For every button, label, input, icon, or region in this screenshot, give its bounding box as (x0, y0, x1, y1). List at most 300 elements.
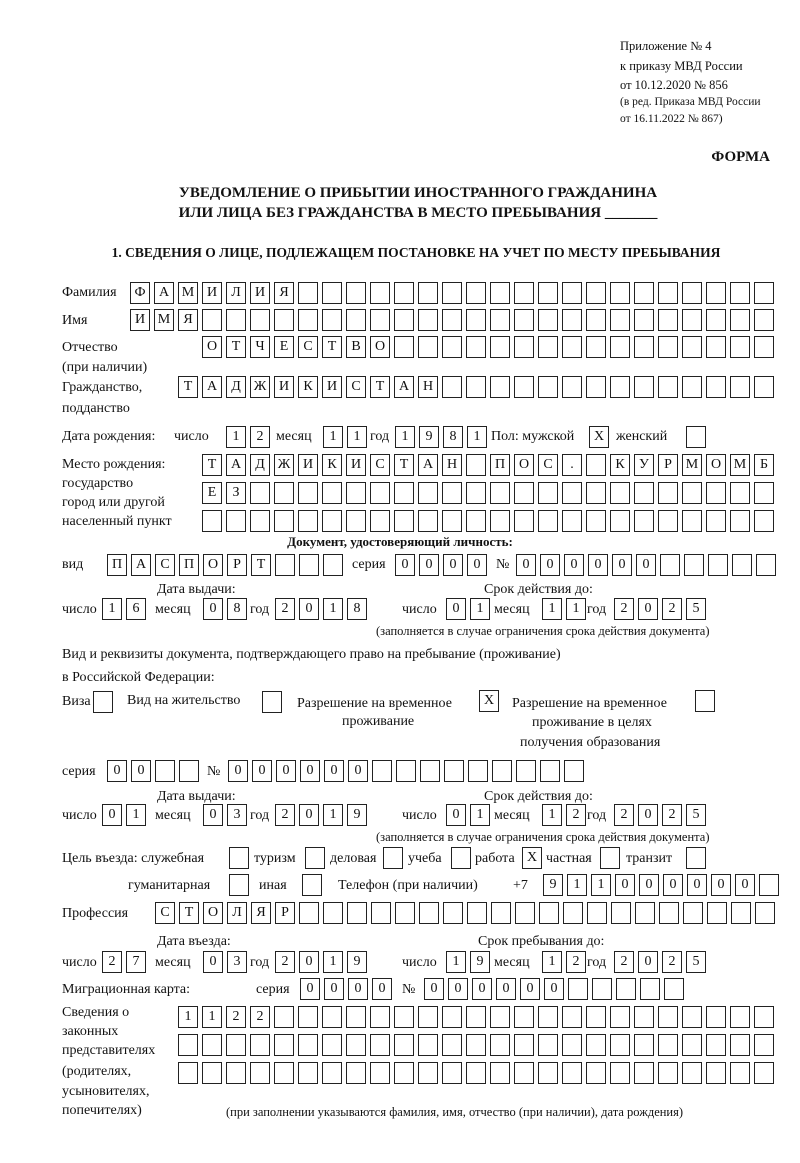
char-box[interactable] (610, 309, 630, 331)
char-box[interactable] (322, 309, 342, 331)
char-box[interactable]: 1 (347, 426, 367, 448)
char-box[interactable]: 2 (275, 951, 295, 973)
char-box[interactable] (562, 482, 582, 504)
char-box[interactable] (658, 1034, 678, 1056)
char-box[interactable]: И (346, 454, 366, 476)
char-box[interactable] (586, 1062, 606, 1084)
char-box[interactable]: 1 (566, 598, 586, 620)
char-box[interactable]: 2 (662, 804, 682, 826)
char-box[interactable] (418, 1034, 438, 1056)
char-box[interactable] (298, 309, 318, 331)
char-box[interactable]: Т (251, 554, 271, 576)
char-box[interactable]: 0 (300, 760, 320, 782)
char-box[interactable] (538, 376, 558, 398)
char-box[interactable] (370, 1006, 390, 1028)
char-box[interactable]: 8 (227, 598, 247, 620)
char-box[interactable] (586, 482, 606, 504)
char-box[interactable] (442, 376, 462, 398)
char-box[interactable]: 0 (299, 598, 319, 620)
char-box[interactable] (754, 1062, 774, 1084)
char-box[interactable]: 2 (662, 951, 682, 973)
char-box[interactable]: 0 (663, 874, 683, 896)
char-box[interactable]: О (203, 902, 223, 924)
char-box[interactable] (322, 1034, 342, 1056)
char-box[interactable] (394, 1062, 414, 1084)
char-box[interactable]: 1 (446, 951, 466, 973)
char-box[interactable] (467, 902, 487, 924)
char-box[interactable] (730, 482, 750, 504)
char-box[interactable] (250, 309, 270, 331)
char-box[interactable] (250, 482, 270, 504)
char-box[interactable] (298, 1034, 318, 1056)
char-box[interactable]: 2 (275, 804, 295, 826)
char-box[interactable]: Е (202, 482, 222, 504)
char-box[interactable] (706, 482, 726, 504)
char-box[interactable]: П (179, 554, 199, 576)
char-box[interactable]: 2 (566, 804, 586, 826)
char-box[interactable]: И (250, 282, 270, 304)
char-box[interactable] (346, 309, 366, 331)
char-box[interactable]: 2 (275, 598, 295, 620)
char-box[interactable]: 0 (107, 760, 127, 782)
char-box[interactable] (754, 510, 774, 532)
char-box[interactable] (298, 482, 318, 504)
char-box[interactable] (394, 1034, 414, 1056)
char-box[interactable] (442, 1006, 462, 1028)
char-box[interactable] (756, 554, 776, 576)
char-box[interactable] (640, 978, 660, 1000)
checkbox[interactable]: X (589, 426, 609, 448)
char-box[interactable]: М (682, 454, 702, 476)
char-box[interactable]: 0 (446, 804, 466, 826)
checkbox[interactable] (451, 847, 471, 869)
char-box[interactable]: 1 (470, 598, 490, 620)
char-box[interactable] (562, 1006, 582, 1028)
char-box[interactable] (564, 760, 584, 782)
char-box[interactable]: С (298, 336, 318, 358)
char-box[interactable] (610, 1062, 630, 1084)
char-box[interactable]: Е (274, 336, 294, 358)
char-box[interactable]: А (394, 376, 414, 398)
char-box[interactable] (754, 482, 774, 504)
char-box[interactable] (418, 482, 438, 504)
char-box[interactable]: 0 (131, 760, 151, 782)
char-box[interactable] (684, 554, 704, 576)
char-box[interactable] (466, 1006, 486, 1028)
char-box[interactable] (155, 760, 175, 782)
char-box[interactable]: 0 (299, 951, 319, 973)
char-box[interactable] (514, 1034, 534, 1056)
char-box[interactable]: А (226, 454, 246, 476)
char-box[interactable] (442, 1034, 462, 1056)
char-box[interactable] (514, 282, 534, 304)
checkbox[interactable] (600, 847, 620, 869)
char-box[interactable]: 1 (542, 804, 562, 826)
char-box[interactable] (707, 902, 727, 924)
char-box[interactable] (538, 1062, 558, 1084)
char-box[interactable] (568, 978, 588, 1000)
char-box[interactable] (372, 760, 392, 782)
char-box[interactable] (683, 902, 703, 924)
char-box[interactable] (347, 902, 367, 924)
checkbox[interactable] (262, 691, 282, 713)
checkbox[interactable] (302, 874, 322, 896)
char-box[interactable] (323, 554, 343, 576)
char-box[interactable] (634, 482, 654, 504)
char-box[interactable]: 0 (348, 978, 368, 1000)
char-box[interactable] (346, 1034, 366, 1056)
char-box[interactable] (634, 510, 654, 532)
char-box[interactable] (466, 1062, 486, 1084)
char-box[interactable] (443, 902, 463, 924)
char-box[interactable]: 1 (323, 598, 343, 620)
char-box[interactable]: Б (754, 454, 774, 476)
char-box[interactable] (538, 510, 558, 532)
char-box[interactable] (395, 902, 415, 924)
char-box[interactable] (299, 554, 319, 576)
char-box[interactable] (634, 1006, 654, 1028)
char-box[interactable] (394, 336, 414, 358)
char-box[interactable]: 2 (250, 1006, 270, 1028)
checkbox[interactable] (686, 426, 706, 448)
char-box[interactable] (610, 336, 630, 358)
char-box[interactable]: 0 (612, 554, 632, 576)
char-box[interactable]: О (706, 454, 726, 476)
char-box[interactable] (514, 1062, 534, 1084)
char-box[interactable]: Р (658, 454, 678, 476)
char-box[interactable]: 0 (448, 978, 468, 1000)
char-box[interactable] (394, 282, 414, 304)
char-box[interactable] (346, 1006, 366, 1028)
char-box[interactable] (539, 902, 559, 924)
char-box[interactable]: 1 (226, 426, 246, 448)
char-box[interactable]: Т (394, 454, 414, 476)
char-box[interactable]: Л (226, 282, 246, 304)
char-box[interactable]: 0 (228, 760, 248, 782)
char-box[interactable]: Т (322, 336, 342, 358)
char-box[interactable]: 0 (467, 554, 487, 576)
char-box[interactable]: 0 (348, 760, 368, 782)
char-box[interactable]: К (298, 376, 318, 398)
char-box[interactable] (418, 1006, 438, 1028)
char-box[interactable] (730, 282, 750, 304)
char-box[interactable]: 0 (419, 554, 439, 576)
char-box[interactable] (370, 1034, 390, 1056)
char-box[interactable] (490, 482, 510, 504)
char-box[interactable]: 0 (638, 804, 658, 826)
char-box[interactable]: О (203, 554, 223, 576)
char-box[interactable] (706, 376, 726, 398)
char-box[interactable] (538, 1034, 558, 1056)
char-box[interactable] (442, 1062, 462, 1084)
char-box[interactable] (586, 1034, 606, 1056)
char-box[interactable]: 0 (564, 554, 584, 576)
char-box[interactable] (730, 336, 750, 358)
char-box[interactable] (682, 282, 702, 304)
char-box[interactable]: 1 (126, 804, 146, 826)
char-box[interactable] (682, 510, 702, 532)
char-box[interactable]: 7 (126, 951, 146, 973)
char-box[interactable]: 0 (638, 951, 658, 973)
char-box[interactable]: С (346, 376, 366, 398)
char-box[interactable] (635, 902, 655, 924)
char-box[interactable] (755, 902, 775, 924)
char-box[interactable] (759, 874, 779, 896)
char-box[interactable] (586, 454, 606, 476)
char-box[interactable]: 0 (636, 554, 656, 576)
char-box[interactable] (682, 1006, 702, 1028)
char-box[interactable]: О (202, 336, 222, 358)
char-box[interactable]: 0 (203, 598, 223, 620)
char-box[interactable] (202, 510, 222, 532)
char-box[interactable] (442, 309, 462, 331)
char-box[interactable]: 2 (566, 951, 586, 973)
char-box[interactable] (275, 554, 295, 576)
char-box[interactable] (610, 1006, 630, 1028)
char-box[interactable] (444, 760, 464, 782)
char-box[interactable] (634, 282, 654, 304)
char-box[interactable]: 0 (544, 978, 564, 1000)
char-box[interactable] (370, 482, 390, 504)
char-box[interactable] (682, 1062, 702, 1084)
checkbox[interactable] (383, 847, 403, 869)
char-box[interactable]: И (298, 454, 318, 476)
char-box[interactable] (538, 336, 558, 358)
char-box[interactable] (610, 510, 630, 532)
char-box[interactable] (658, 1006, 678, 1028)
checkbox[interactable] (686, 847, 706, 869)
char-box[interactable] (298, 510, 318, 532)
char-box[interactable] (468, 760, 488, 782)
char-box[interactable]: Т (202, 454, 222, 476)
char-box[interactable]: О (514, 454, 534, 476)
char-box[interactable] (660, 554, 680, 576)
char-box[interactable] (466, 376, 486, 398)
char-box[interactable] (323, 902, 343, 924)
char-box[interactable]: 2 (614, 804, 634, 826)
char-box[interactable]: 5 (686, 804, 706, 826)
char-box[interactable]: 5 (686, 598, 706, 620)
char-box[interactable] (491, 902, 511, 924)
char-box[interactable] (418, 1062, 438, 1084)
char-box[interactable]: 5 (686, 951, 706, 973)
char-box[interactable] (731, 902, 751, 924)
char-box[interactable]: 8 (347, 598, 367, 620)
char-box[interactable] (490, 282, 510, 304)
char-box[interactable] (538, 1006, 558, 1028)
char-box[interactable] (514, 309, 534, 331)
char-box[interactable] (466, 309, 486, 331)
char-box[interactable]: Л (227, 902, 247, 924)
char-box[interactable]: 2 (250, 426, 270, 448)
char-box[interactable] (754, 1034, 774, 1056)
char-box[interactable] (490, 1034, 510, 1056)
char-box[interactable] (346, 282, 366, 304)
char-box[interactable] (754, 376, 774, 398)
char-box[interactable] (634, 1034, 654, 1056)
char-box[interactable] (394, 1006, 414, 1028)
char-box[interactable] (610, 376, 630, 398)
char-box[interactable]: Д (226, 376, 246, 398)
char-box[interactable] (658, 510, 678, 532)
char-box[interactable] (706, 510, 726, 532)
char-box[interactable]: 3 (227, 804, 247, 826)
char-box[interactable] (562, 376, 582, 398)
char-box[interactable]: Н (442, 454, 462, 476)
char-box[interactable] (586, 282, 606, 304)
char-box[interactable] (250, 1034, 270, 1056)
char-box[interactable] (586, 309, 606, 331)
char-box[interactable]: 6 (126, 598, 146, 620)
char-box[interactable]: Я (178, 309, 198, 331)
char-box[interactable] (682, 376, 702, 398)
char-box[interactable] (538, 309, 558, 331)
char-box[interactable] (586, 510, 606, 532)
char-box[interactable]: Ч (250, 336, 270, 358)
char-box[interactable]: 0 (520, 978, 540, 1000)
char-box[interactable] (515, 902, 535, 924)
char-box[interactable] (706, 282, 726, 304)
char-box[interactable]: 0 (203, 951, 223, 973)
char-box[interactable]: 0 (395, 554, 415, 576)
char-box[interactable]: 0 (252, 760, 272, 782)
char-box[interactable]: С (370, 454, 390, 476)
char-box[interactable]: И (130, 309, 150, 331)
char-box[interactable] (298, 1006, 318, 1028)
char-box[interactable] (419, 902, 439, 924)
checkbox[interactable] (229, 847, 249, 869)
char-box[interactable]: П (107, 554, 127, 576)
char-box[interactable] (442, 336, 462, 358)
char-box[interactable] (754, 282, 774, 304)
char-box[interactable]: А (418, 454, 438, 476)
char-box[interactable] (658, 282, 678, 304)
char-box[interactable]: З (226, 482, 246, 504)
char-box[interactable] (634, 376, 654, 398)
char-box[interactable]: 9 (347, 804, 367, 826)
char-box[interactable] (226, 1034, 246, 1056)
char-box[interactable] (540, 760, 560, 782)
char-box[interactable]: . (562, 454, 582, 476)
char-box[interactable] (178, 1062, 198, 1084)
char-box[interactable] (274, 1062, 294, 1084)
char-box[interactable] (514, 1006, 534, 1028)
char-box[interactable] (418, 282, 438, 304)
char-box[interactable]: У (634, 454, 654, 476)
char-box[interactable] (562, 336, 582, 358)
char-box[interactable] (658, 1062, 678, 1084)
char-box[interactable] (514, 482, 534, 504)
char-box[interactable] (634, 1062, 654, 1084)
char-box[interactable] (706, 1034, 726, 1056)
char-box[interactable]: 2 (614, 951, 634, 973)
char-box[interactable]: 0 (687, 874, 707, 896)
char-box[interactable] (274, 482, 294, 504)
char-box[interactable] (706, 1062, 726, 1084)
char-box[interactable]: Т (179, 902, 199, 924)
char-box[interactable] (682, 336, 702, 358)
char-box[interactable]: Я (251, 902, 271, 924)
char-box[interactable] (418, 336, 438, 358)
char-box[interactable]: 2 (226, 1006, 246, 1028)
char-box[interactable]: 1 (542, 598, 562, 620)
char-box[interactable]: С (155, 902, 175, 924)
char-box[interactable] (659, 902, 679, 924)
char-box[interactable]: И (274, 376, 294, 398)
char-box[interactable]: Н (418, 376, 438, 398)
char-box[interactable] (466, 482, 486, 504)
char-box[interactable]: 1 (542, 951, 562, 973)
char-box[interactable] (592, 978, 612, 1000)
char-box[interactable]: 0 (424, 978, 444, 1000)
char-box[interactable]: 0 (496, 978, 516, 1000)
char-box[interactable] (490, 309, 510, 331)
char-box[interactable] (754, 309, 774, 331)
char-box[interactable] (538, 282, 558, 304)
char-box[interactable]: 0 (446, 598, 466, 620)
char-box[interactable] (371, 902, 391, 924)
char-box[interactable] (682, 1034, 702, 1056)
char-box[interactable] (538, 482, 558, 504)
char-box[interactable] (179, 760, 199, 782)
char-box[interactable] (226, 1062, 246, 1084)
char-box[interactable]: 9 (543, 874, 563, 896)
char-box[interactable] (442, 510, 462, 532)
char-box[interactable]: 0 (203, 804, 223, 826)
char-box[interactable]: Р (227, 554, 247, 576)
char-box[interactable]: 1 (102, 598, 122, 620)
char-box[interactable] (394, 510, 414, 532)
char-box[interactable] (466, 454, 486, 476)
char-box[interactable] (370, 309, 390, 331)
char-box[interactable] (396, 760, 416, 782)
char-box[interactable] (322, 1062, 342, 1084)
char-box[interactable] (466, 510, 486, 532)
char-box[interactable]: 0 (540, 554, 560, 576)
char-box[interactable]: И (322, 376, 342, 398)
char-box[interactable] (682, 309, 702, 331)
char-box[interactable] (754, 336, 774, 358)
char-box[interactable]: 0 (102, 804, 122, 826)
char-box[interactable]: А (131, 554, 151, 576)
char-box[interactable] (274, 309, 294, 331)
char-box[interactable] (442, 282, 462, 304)
char-box[interactable] (178, 1034, 198, 1056)
char-box[interactable]: Т (226, 336, 246, 358)
char-box[interactable] (516, 760, 536, 782)
char-box[interactable] (586, 1006, 606, 1028)
char-box[interactable]: 0 (372, 978, 392, 1000)
char-box[interactable]: 0 (516, 554, 536, 576)
checkbox[interactable] (695, 690, 715, 712)
char-box[interactable] (514, 376, 534, 398)
char-box[interactable] (322, 482, 342, 504)
char-box[interactable] (730, 510, 750, 532)
char-box[interactable] (298, 282, 318, 304)
char-box[interactable] (610, 282, 630, 304)
char-box[interactable] (466, 336, 486, 358)
char-box[interactable] (490, 1062, 510, 1084)
char-box[interactable] (274, 510, 294, 532)
char-box[interactable] (730, 1062, 750, 1084)
char-box[interactable]: М (730, 454, 750, 476)
char-box[interactable]: 0 (300, 978, 320, 1000)
checkbox[interactable] (305, 847, 325, 869)
char-box[interactable] (658, 336, 678, 358)
char-box[interactable] (202, 1034, 222, 1056)
char-box[interactable] (394, 482, 414, 504)
char-box[interactable]: 9 (419, 426, 439, 448)
